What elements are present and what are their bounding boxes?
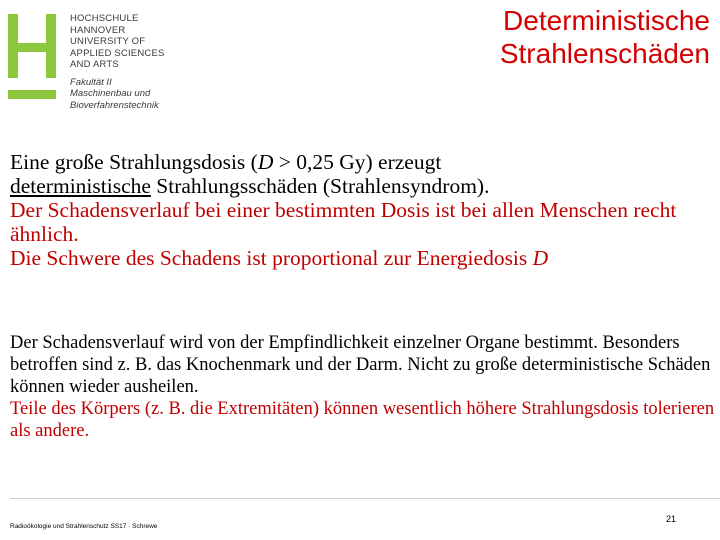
page-number: 21 bbox=[666, 514, 677, 524]
university-name bbox=[70, 13, 165, 111]
underlined-term: deterministische bbox=[10, 174, 151, 198]
detail-paragraph-1: Der Schadensverlauf wird von der Empfindlichkeit einzelner Organe bestimmt. Besonders betroffen sind z. B. das Knochenmark und der Darm. Nicht zu große deterministische Schäden können wieder ausheilen. bbox=[10, 333, 711, 397]
dose-variable: D bbox=[532, 246, 549, 270]
org-line: APPLIED SCIENCES bbox=[70, 47, 165, 59]
faculty-line: Fakultät II bbox=[70, 76, 112, 88]
footer-divider bbox=[10, 498, 720, 499]
org-line: HOCHSCHULE bbox=[70, 13, 139, 24]
detail-paragraph-2: Teile des Körpers (z. B. die Extremitäten) können wesentlich höhere Strahlungsdosis tolerieren als andere. bbox=[10, 399, 715, 441]
title-line: Deterministische bbox=[503, 5, 710, 36]
org-line: AND ARTS bbox=[70, 59, 119, 70]
lead-paragraph-2: Der Schadensverlauf bei einer bestimmten Dosis ist bei allen Menschen recht ähnlich. bbox=[10, 198, 677, 246]
dose-variable: D bbox=[257, 150, 274, 174]
org-line: UNIVERSITY OF bbox=[70, 36, 146, 47]
faculty-line: Maschinenbau und bbox=[70, 88, 151, 99]
main-text bbox=[10, 150, 715, 270]
faculty-line: Bioverfahrenstechnik bbox=[70, 99, 159, 111]
lead-paragraph-1: Eine große Strahlungsdosis (D > 0,25 Gy) erzeugt deterministische Strahlungsschäden (Strahlensyndrom). bbox=[10, 150, 490, 198]
slide-title bbox=[500, 4, 710, 70]
h-logo-icon bbox=[8, 14, 60, 102]
title-line: Strahlenschäden bbox=[499, 38, 710, 69]
footer-course: Radioökologie und Strahlenschutz SS17 · Schrewe bbox=[10, 523, 158, 530]
org-line: HANNOVER bbox=[70, 24, 126, 36]
lead-paragraph-3: Die Schwere des Schadens ist proportional zur Energiedosis D bbox=[10, 246, 549, 270]
detail-text bbox=[10, 332, 720, 442]
